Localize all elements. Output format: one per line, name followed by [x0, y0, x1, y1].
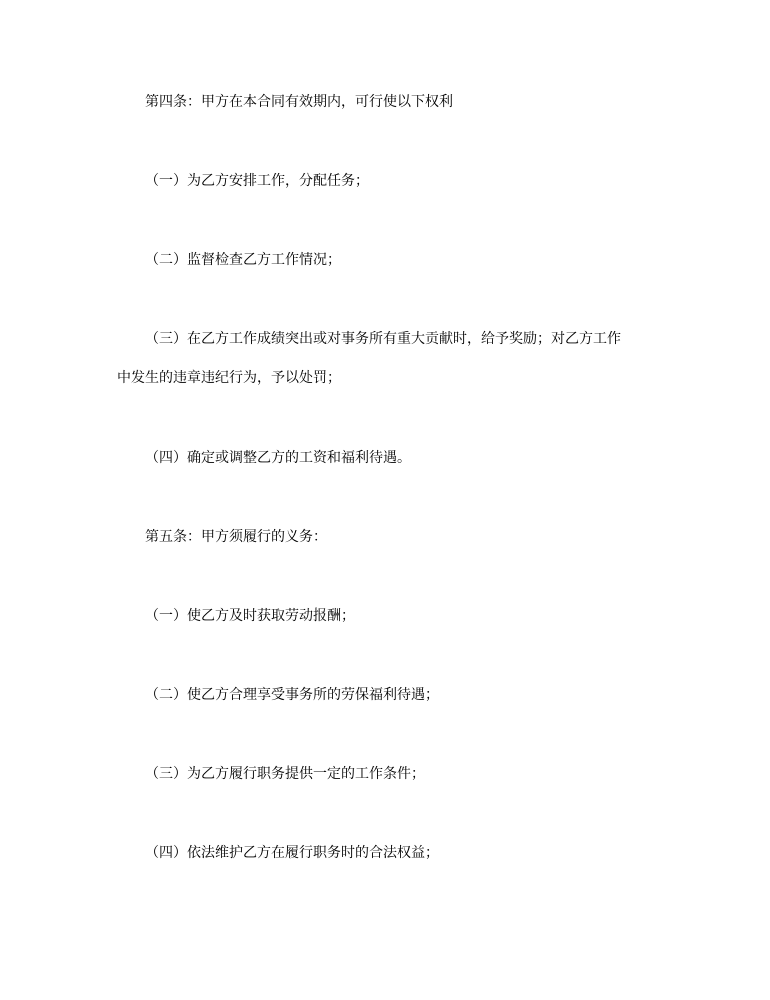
article-5-item-3: （三）为乙方履行职务提供一定的工作条件；	[145, 766, 425, 782]
article-5-item-4: （四）依法维护乙方在履行职务时的合法权益；	[145, 845, 439, 861]
article-4-item-1: （一）为乙方安排工作，分配任务；	[145, 173, 369, 189]
article-5-item-1: （一）使乙方及时获取劳动报酬；	[145, 608, 355, 624]
article-4-item-2: （二）监督检查乙方工作情况；	[145, 252, 341, 268]
article-5-item-2: （二）使乙方合理享受事务所的劳保福利待遇；	[145, 687, 439, 703]
article-4-item-3: （三）在乙方工作成绩突出或对事务所有重大贡献时，给予奖励；对乙方工作	[145, 331, 621, 347]
article-4-item-4: （四）确定或调整乙方的工资和福利待遇。	[145, 450, 411, 466]
article-5-heading: 第五条：甲方须履行的义务：	[145, 529, 327, 545]
article-4-item-3-continuation: 中发生的违章违纪行为，予以处罚；	[117, 370, 341, 386]
article-4-heading: 第四条：甲方在本合同有效期内，可行使以下权利	[145, 94, 453, 110]
